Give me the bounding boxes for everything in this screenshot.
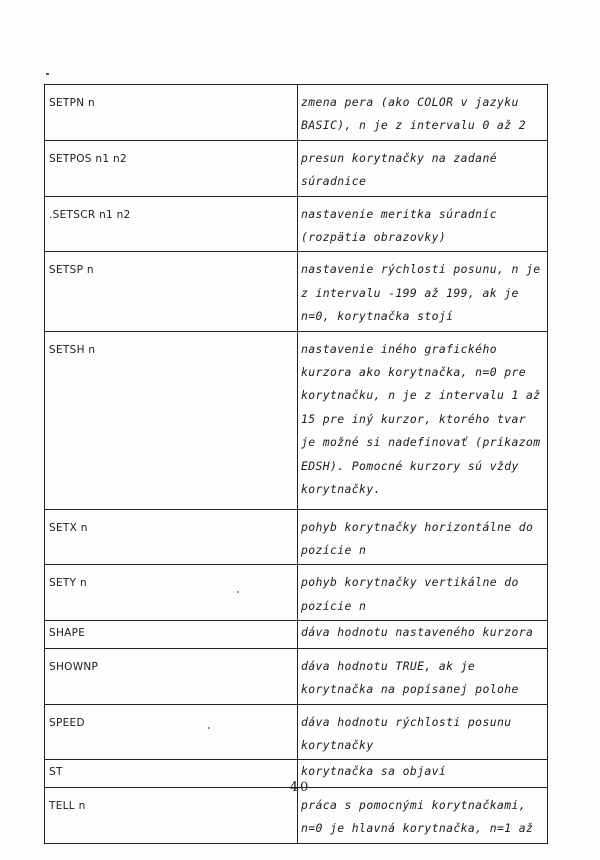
description-cell: dáva hodnotu TRUE, ak je korytnačka na popísanej polohe xyxy=(298,648,548,704)
command-cell xyxy=(45,85,298,141)
description-cell: nastavenie meritka súradníc (rozpätia obrazovky) xyxy=(298,196,548,252)
description-cell: dáva hodnotu rýchlosti posunu korytnačky xyxy=(298,704,548,760)
table-row xyxy=(45,565,548,621)
command-name: SETPOS n1 n2 xyxy=(49,152,127,165)
command-name: SPEED xyxy=(49,716,85,729)
command-cell xyxy=(45,787,298,843)
command-name: TELL n xyxy=(49,799,86,812)
table-row xyxy=(45,196,548,252)
command-cell xyxy=(45,196,298,252)
description-cell: nastavenie rýchlosti posunu, n je z intervalu -199 až 199, ak je n=0, korytnačka stojí xyxy=(298,252,548,331)
table-row xyxy=(45,140,548,196)
command-cell xyxy=(45,565,298,621)
table-row xyxy=(45,704,548,760)
table-row xyxy=(45,648,548,704)
command-name: ST xyxy=(49,766,63,779)
command-table xyxy=(44,84,548,844)
description-cell: pohyb korytnačky horizontálne do pozície n xyxy=(298,509,548,565)
command-name: SHAPE xyxy=(49,627,86,640)
command-cell xyxy=(45,509,298,565)
table-row xyxy=(45,509,548,565)
table-row xyxy=(45,252,548,331)
command-name: .SETSCR n1 n2 xyxy=(49,208,131,221)
command-name: SETY n xyxy=(49,577,87,590)
command-name: SETSH n xyxy=(49,343,96,356)
description-cell: nastavenie iného grafického kurzora ako korytnačka, n=0 pre korytnačku, n je z intervalu 1 až 15 pre iný kurzor, ktorého tvar je možné si nadefinovať (príkazom EDSH). Pomocné kurzory sú vždy korytnačky. xyxy=(298,331,548,509)
command-name: SETX n xyxy=(49,521,88,534)
command-cell xyxy=(45,140,298,196)
page-number: - 40 - xyxy=(277,780,323,795)
description-cell: zmena pera (ako COLOR v jazyku BASIC), n je z intervalu 0 až 2 xyxy=(298,85,548,141)
description-cell: pohyb korytnačky vertikálne do pozície n xyxy=(298,565,548,621)
command-cell xyxy=(45,648,298,704)
table-row xyxy=(45,331,548,509)
command-cell xyxy=(45,252,298,331)
scan-speck xyxy=(46,73,49,75)
command-name: SHOWNP xyxy=(49,660,99,673)
command-cell xyxy=(45,621,298,648)
command-cell xyxy=(45,704,298,760)
table-row xyxy=(45,621,548,648)
table-row xyxy=(45,85,548,141)
description-cell: presun korytnačky na zadané súradnice xyxy=(298,140,548,196)
description-cell: korytnačka sa objaví xyxy=(298,760,548,787)
command-cell xyxy=(45,331,298,509)
description-cell: dáva hodnotu nastaveného kurzora xyxy=(298,621,548,648)
command-name: SETPN n xyxy=(49,97,95,109)
table-row xyxy=(45,787,548,843)
command-name: SETSP n xyxy=(49,264,94,277)
description-cell: práca s pomocnými korytnačkami, n=0 je hlavná korytnačka, n=1 až xyxy=(298,787,548,843)
